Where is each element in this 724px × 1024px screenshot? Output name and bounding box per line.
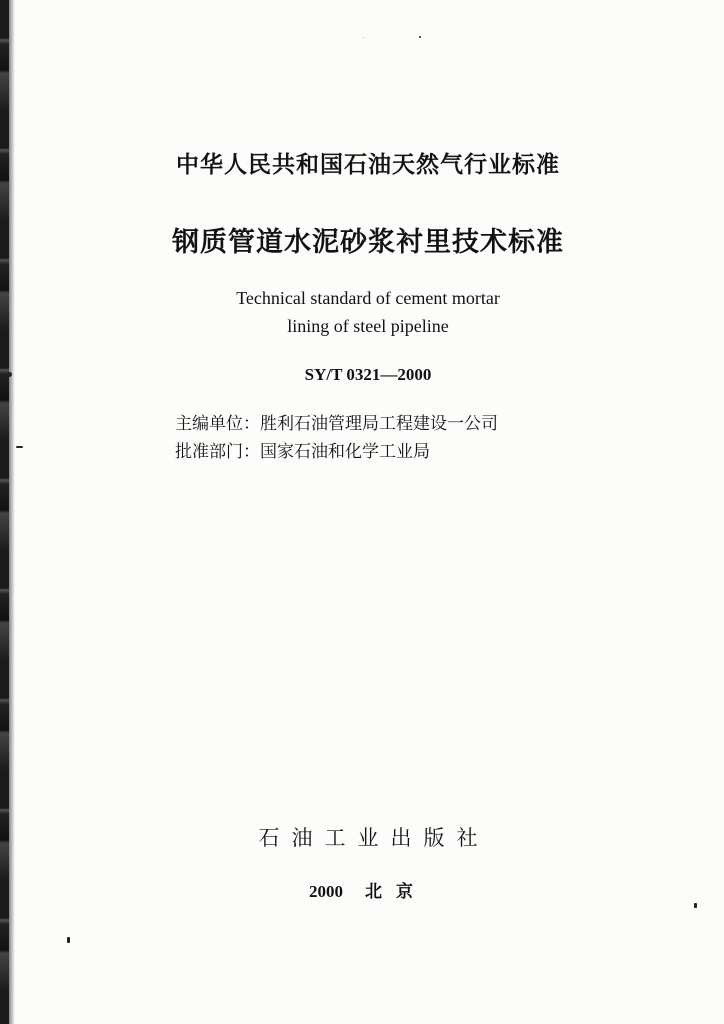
standard-number: SY/T 0321—2000	[304, 365, 432, 384]
scan-speck	[67, 937, 70, 943]
publication-city: 北京	[365, 882, 427, 902]
approval-department-value: 国家石油和化学工业局	[260, 442, 430, 462]
scan-speck	[419, 36, 421, 38]
approval-department-line	[175, 441, 430, 463]
publication-line	[118, 882, 618, 902]
document-title-english-line-1: Technical standard of cement mortar	[236, 288, 500, 308]
scan-binding-edge	[0, 0, 9, 1024]
scan-speck	[7, 372, 12, 377]
publisher-name: 石油工业出版社	[258, 826, 490, 850]
scan-speck	[16, 446, 23, 448]
document-title-english-line-2: lining of steel pipeline	[287, 316, 449, 336]
editor-unit-line	[175, 413, 498, 435]
document-title-chinese: 钢质管道水泥砂浆衬里技术标准	[172, 227, 564, 258]
publication-year: 2000	[309, 882, 343, 901]
standard-category-heading: 中华人民共和国石油天然气行业标准	[176, 151, 560, 178]
scan-edge-shadow	[9, 0, 15, 1024]
scan-speck	[363, 37, 364, 38]
approval-department-label: 批准部门：	[175, 442, 260, 462]
editor-unit-label: 主编单位：	[175, 414, 260, 434]
scan-speck	[694, 903, 697, 908]
editor-unit-value: 胜利石油管理局工程建设一公司	[260, 414, 498, 434]
